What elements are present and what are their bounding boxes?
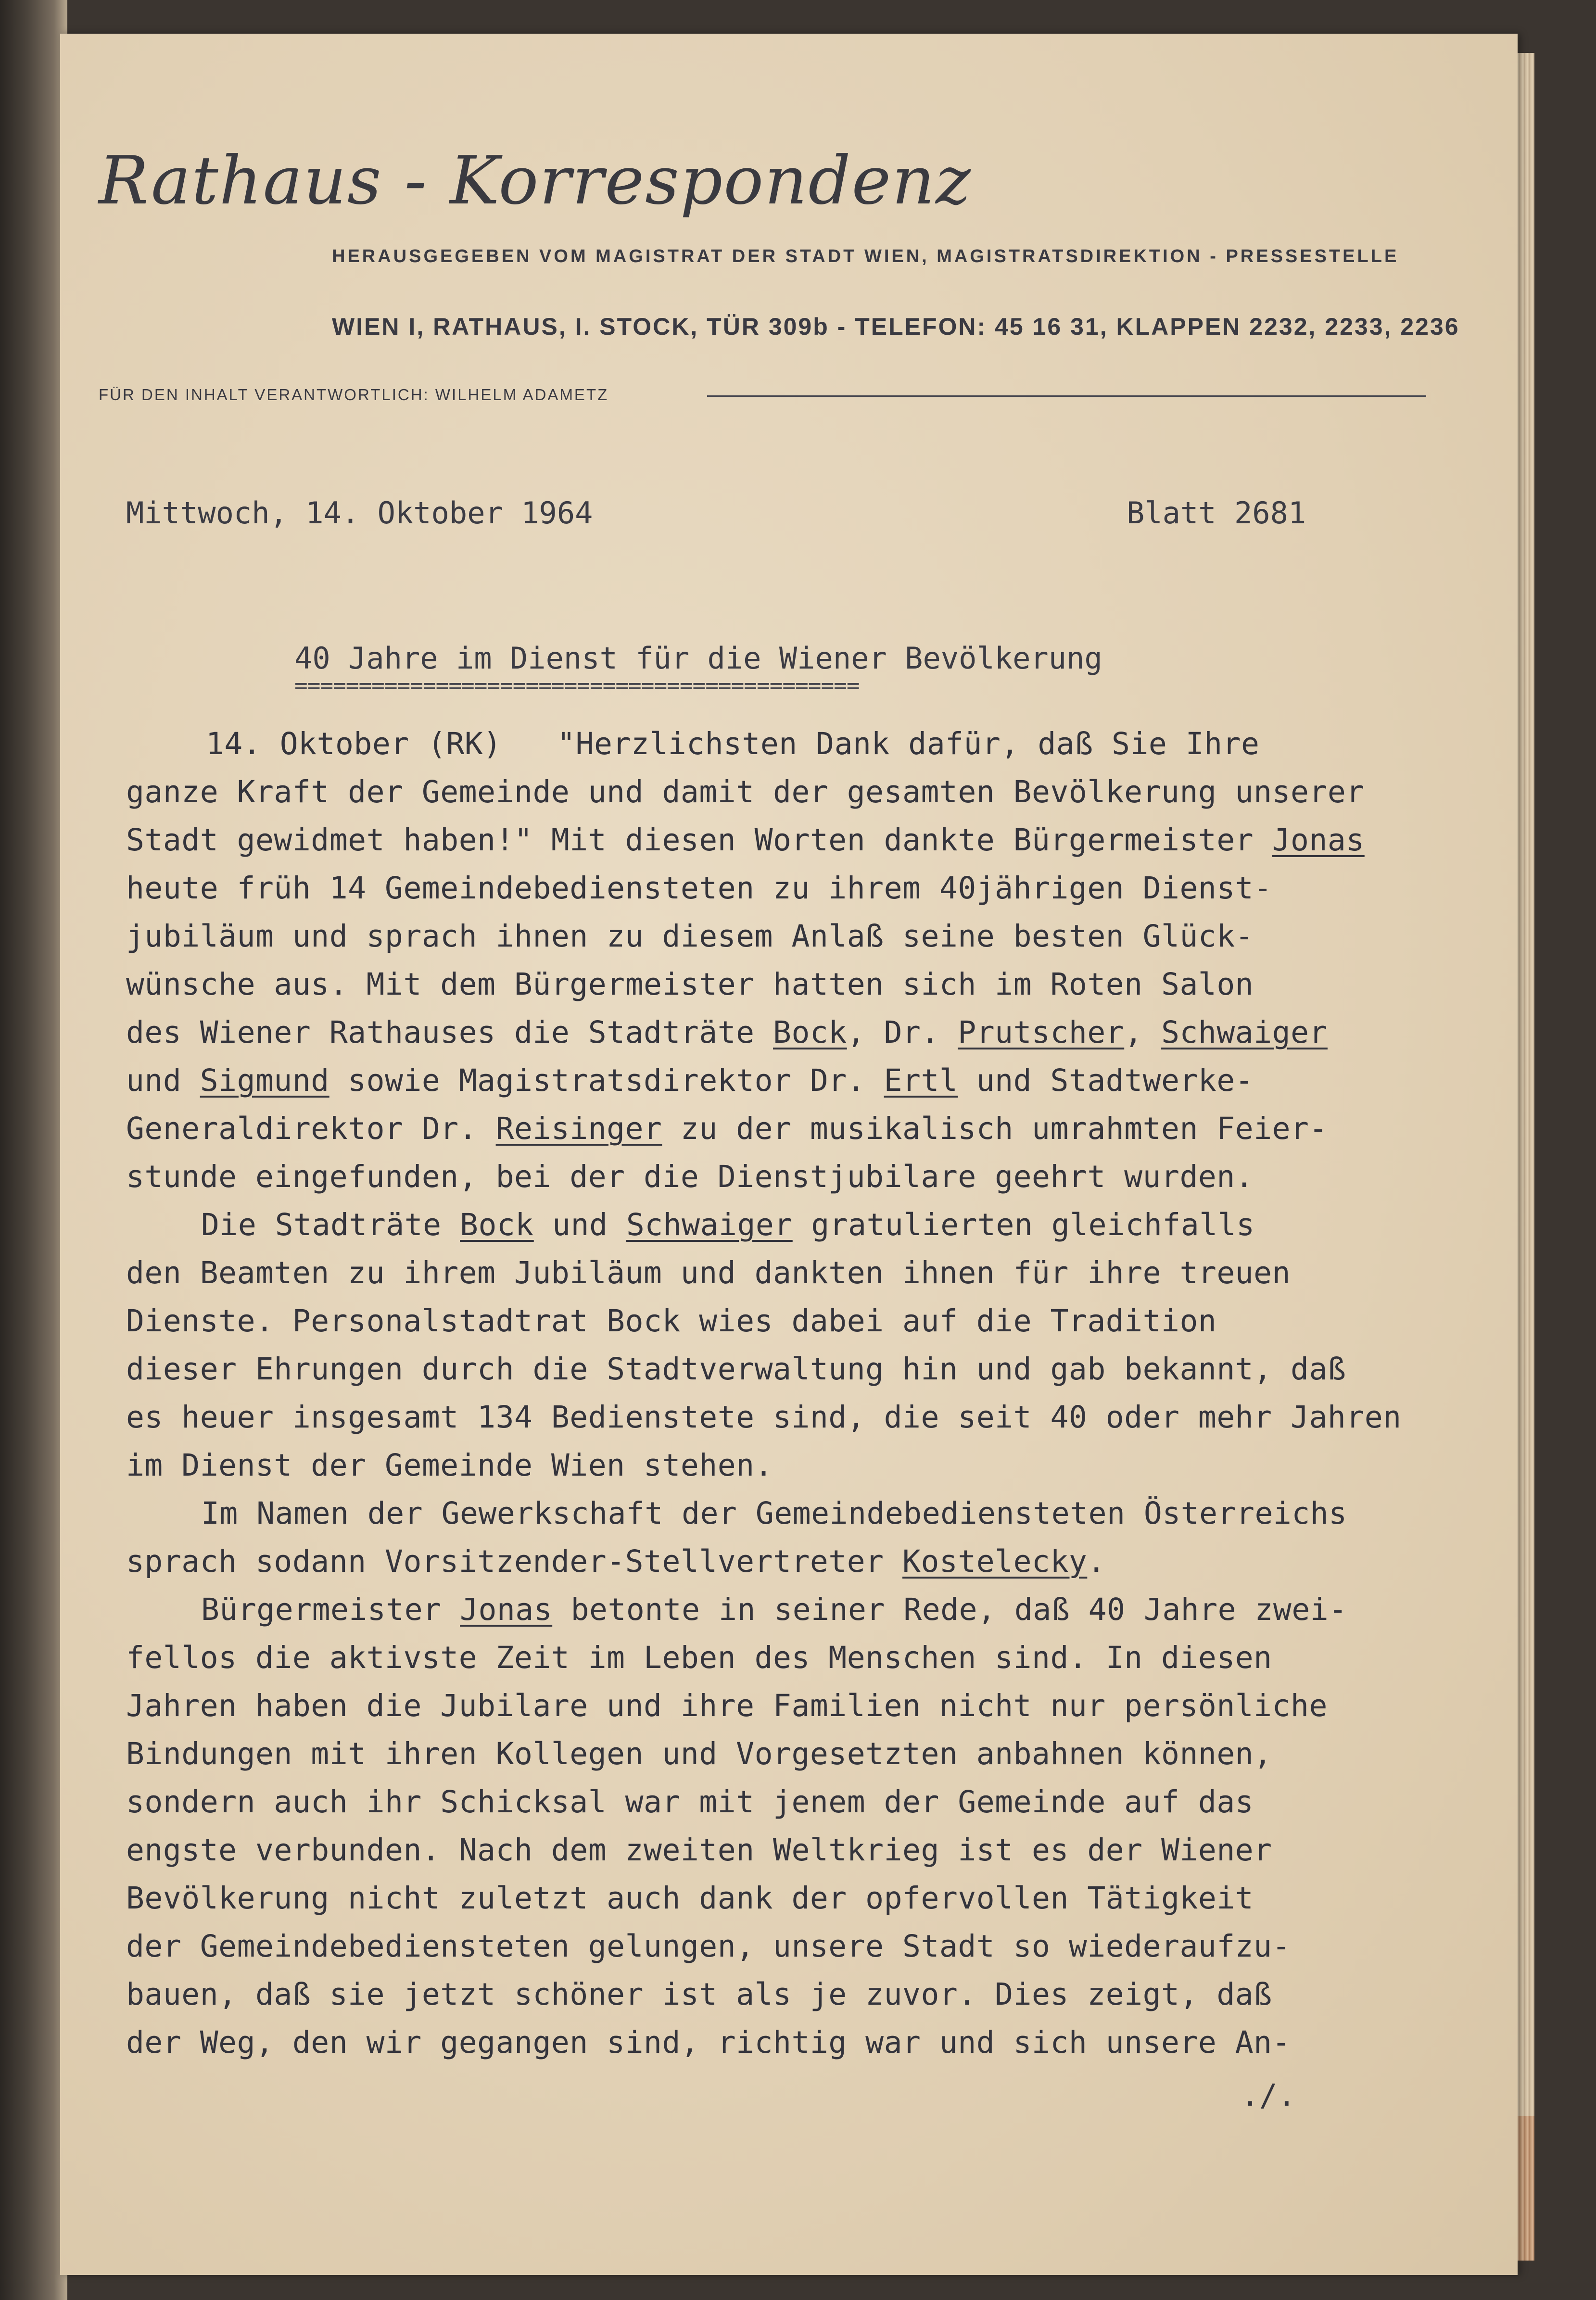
body-line xyxy=(126,774,1365,809)
body-line xyxy=(126,1784,1254,1820)
underlined-name: Ertl xyxy=(884,1063,958,1098)
body-line xyxy=(126,1015,1328,1050)
masthead-address: WIEN I, RATHAUS, I. STOCK, TÜR 309b - TELEFON: 45 16 31, KLAPPEN 2232, 2233, 2236 xyxy=(332,313,1460,340)
text-run: stunde eingefunden, bei der die Dienstjubilare geehrt wurden. xyxy=(126,1159,1254,1194)
text-run: , xyxy=(1124,1015,1162,1050)
text-run: Stadt gewidmet haben!" Mit diesen Worten dankte Bürgermeister xyxy=(126,822,1272,858)
body-line xyxy=(126,1063,1254,1098)
text-run: dieser Ehrungen durch die Stadtverwaltung hin und gab bekannt, daß xyxy=(126,1352,1346,1387)
text-run: Jahren haben die Jubilare und ihre Familien nicht nur persönliche xyxy=(126,1688,1328,1723)
text-run: der Gemeindebediensteten gelungen, unsere Stadt so wiederaufzu- xyxy=(126,1929,1291,1964)
underlined-name: Jonas xyxy=(460,1592,553,1627)
text-run: es heuer insgesamt 134 Bedienstete sind, die seit 40 oder mehr Jahren xyxy=(126,1400,1402,1435)
underlined-name: Sigmund xyxy=(200,1063,329,1098)
body-line xyxy=(126,1159,1254,1194)
text-run: fellos die aktivste Zeit im Leben des Menschen sind. In diesen xyxy=(126,1640,1272,1675)
body-line xyxy=(126,1881,1254,1916)
text-run: engste verbunden. Nach dem zweiten Weltkrieg ist es der Wiener xyxy=(126,1832,1272,1868)
text-run: der Weg, den wir gegangen sind, richtig war und sich unsere An- xyxy=(126,2025,1291,2060)
text-run: , Dr. xyxy=(847,1015,958,1050)
body-line xyxy=(206,726,1259,761)
text-run: Generaldirektor Dr. xyxy=(126,1111,496,1146)
text-run: des Wiener Rathauses die Stadträte xyxy=(126,1015,773,1050)
body-line xyxy=(126,1111,1328,1146)
masthead-rule xyxy=(707,395,1426,397)
body-line xyxy=(126,1640,1272,1675)
text-run: gratulierten gleichfalls xyxy=(792,1207,1255,1242)
text-run: . xyxy=(1087,1544,1106,1579)
dateline-sheet: Blatt 2681 xyxy=(1127,495,1306,531)
body-line xyxy=(126,1544,1106,1579)
text-run: Dienste. Personalstadtrat Bock wies dabei auf die Tradition xyxy=(126,1303,1217,1339)
text-run: heute früh 14 Gemeindebediensteten zu ihrem 40jährigen Dienst- xyxy=(126,871,1272,906)
underlined-name: Bock xyxy=(460,1207,534,1242)
continuation-mark: ./. xyxy=(1241,2078,1296,2113)
text-run: betonte in seiner Rede, daß 40 Jahre zwei- xyxy=(552,1592,1347,1627)
text-run: zu der musikalisch umrahmten Feier- xyxy=(662,1111,1328,1146)
body-line xyxy=(126,1448,773,1483)
text-run: bauen, daß sie jetzt schöner ist als je zuvor. Dies zeigt, daß xyxy=(126,1977,1272,2012)
body-line xyxy=(126,1400,1402,1435)
body-line xyxy=(126,1255,1291,1290)
text-run: und Stadtwerke- xyxy=(958,1063,1254,1098)
text-run: Die Stadträte xyxy=(201,1207,460,1242)
text-run: und xyxy=(126,1063,200,1098)
body-line xyxy=(126,919,1254,954)
text-run: wünsche aus. Mit dem Bürgermeister hatten sich im Roten Salon xyxy=(126,967,1254,1002)
book-gutter xyxy=(0,0,67,2300)
masthead-publisher: HERAUSGEGEBEN VOM MAGISTRAT DER STADT WIEN, MAGISTRATSDIREKTION - PRESSESTELLE xyxy=(332,246,1399,266)
underlined-name: Reisinger xyxy=(495,1111,662,1146)
underlined-name: Kostelecky xyxy=(902,1544,1088,1579)
text-run: Bürgermeister xyxy=(201,1592,460,1627)
text-run: jubiläum und sprach ihnen zu diesem Anlaß seine besten Glück- xyxy=(126,919,1254,954)
text-run: sprach sodann Vorsitzender-Stellvertreter xyxy=(126,1544,903,1579)
text-run: sondern auch ihr Schicksal war mit jenem der Gemeinde auf das xyxy=(126,1784,1254,1820)
body-line xyxy=(126,1736,1272,1771)
text-run: und xyxy=(533,1207,626,1242)
body-line xyxy=(126,822,1365,858)
text-run: Bevölkerung nicht zuletzt auch dank der opfervollen Tätigkeit xyxy=(126,1881,1254,1916)
underlined-name: Jonas xyxy=(1272,822,1365,858)
article-headline-rule: ============================================ xyxy=(294,672,860,698)
masthead-responsible: FÜR DEN INHALT VERANTWORTLICH: WILHELM ADAMETZ xyxy=(99,386,609,404)
dateline-date: Mittwoch, 14. Oktober 1964 xyxy=(126,495,593,531)
article-headline: 40 Jahre im Dienst für die Wiener Bevölkerung xyxy=(294,641,1102,676)
underlined-name: Schwaiger xyxy=(1161,1015,1328,1050)
body-line xyxy=(126,1832,1272,1868)
body-line xyxy=(201,1207,1255,1242)
underlined-name: Schwaiger xyxy=(626,1207,793,1242)
text-run: im Dienst der Gemeinde Wien stehen. xyxy=(126,1448,773,1483)
text-run: ganze Kraft der Gemeinde und damit der gesamten Bevölkerung unserer xyxy=(126,774,1365,809)
text-run: sowie Magistratsdirektor Dr. xyxy=(329,1063,884,1098)
text-run: Bindungen mit ihren Kollegen und Vorgesetzten anbahnen können, xyxy=(126,1736,1272,1771)
text-run: 14. Oktober (RK) "Herzlichsten Dank dafür, daß Sie Ihre xyxy=(206,726,1260,761)
body-line xyxy=(126,967,1254,1002)
body-line xyxy=(201,1592,1347,1627)
text-run: Im Namen der Gewerkschaft der Gemeindebediensteten Österreichs xyxy=(201,1496,1347,1531)
text-run: den Beamten zu ihrem Jubiläum und dankten ihnen für ihre treuen xyxy=(126,1255,1291,1290)
body-line xyxy=(126,1303,1216,1339)
body-line xyxy=(126,1929,1291,1964)
body-line xyxy=(126,1352,1346,1387)
body-line xyxy=(126,1977,1272,2012)
body-line xyxy=(201,1496,1347,1531)
masthead-title: Rathaus - Korrespondenz xyxy=(99,142,972,219)
underlined-name: Prutscher xyxy=(958,1015,1125,1050)
body-line xyxy=(126,2025,1291,2060)
body-line xyxy=(126,871,1272,906)
underlined-name: Bock xyxy=(773,1015,847,1050)
body-line xyxy=(126,1688,1328,1723)
